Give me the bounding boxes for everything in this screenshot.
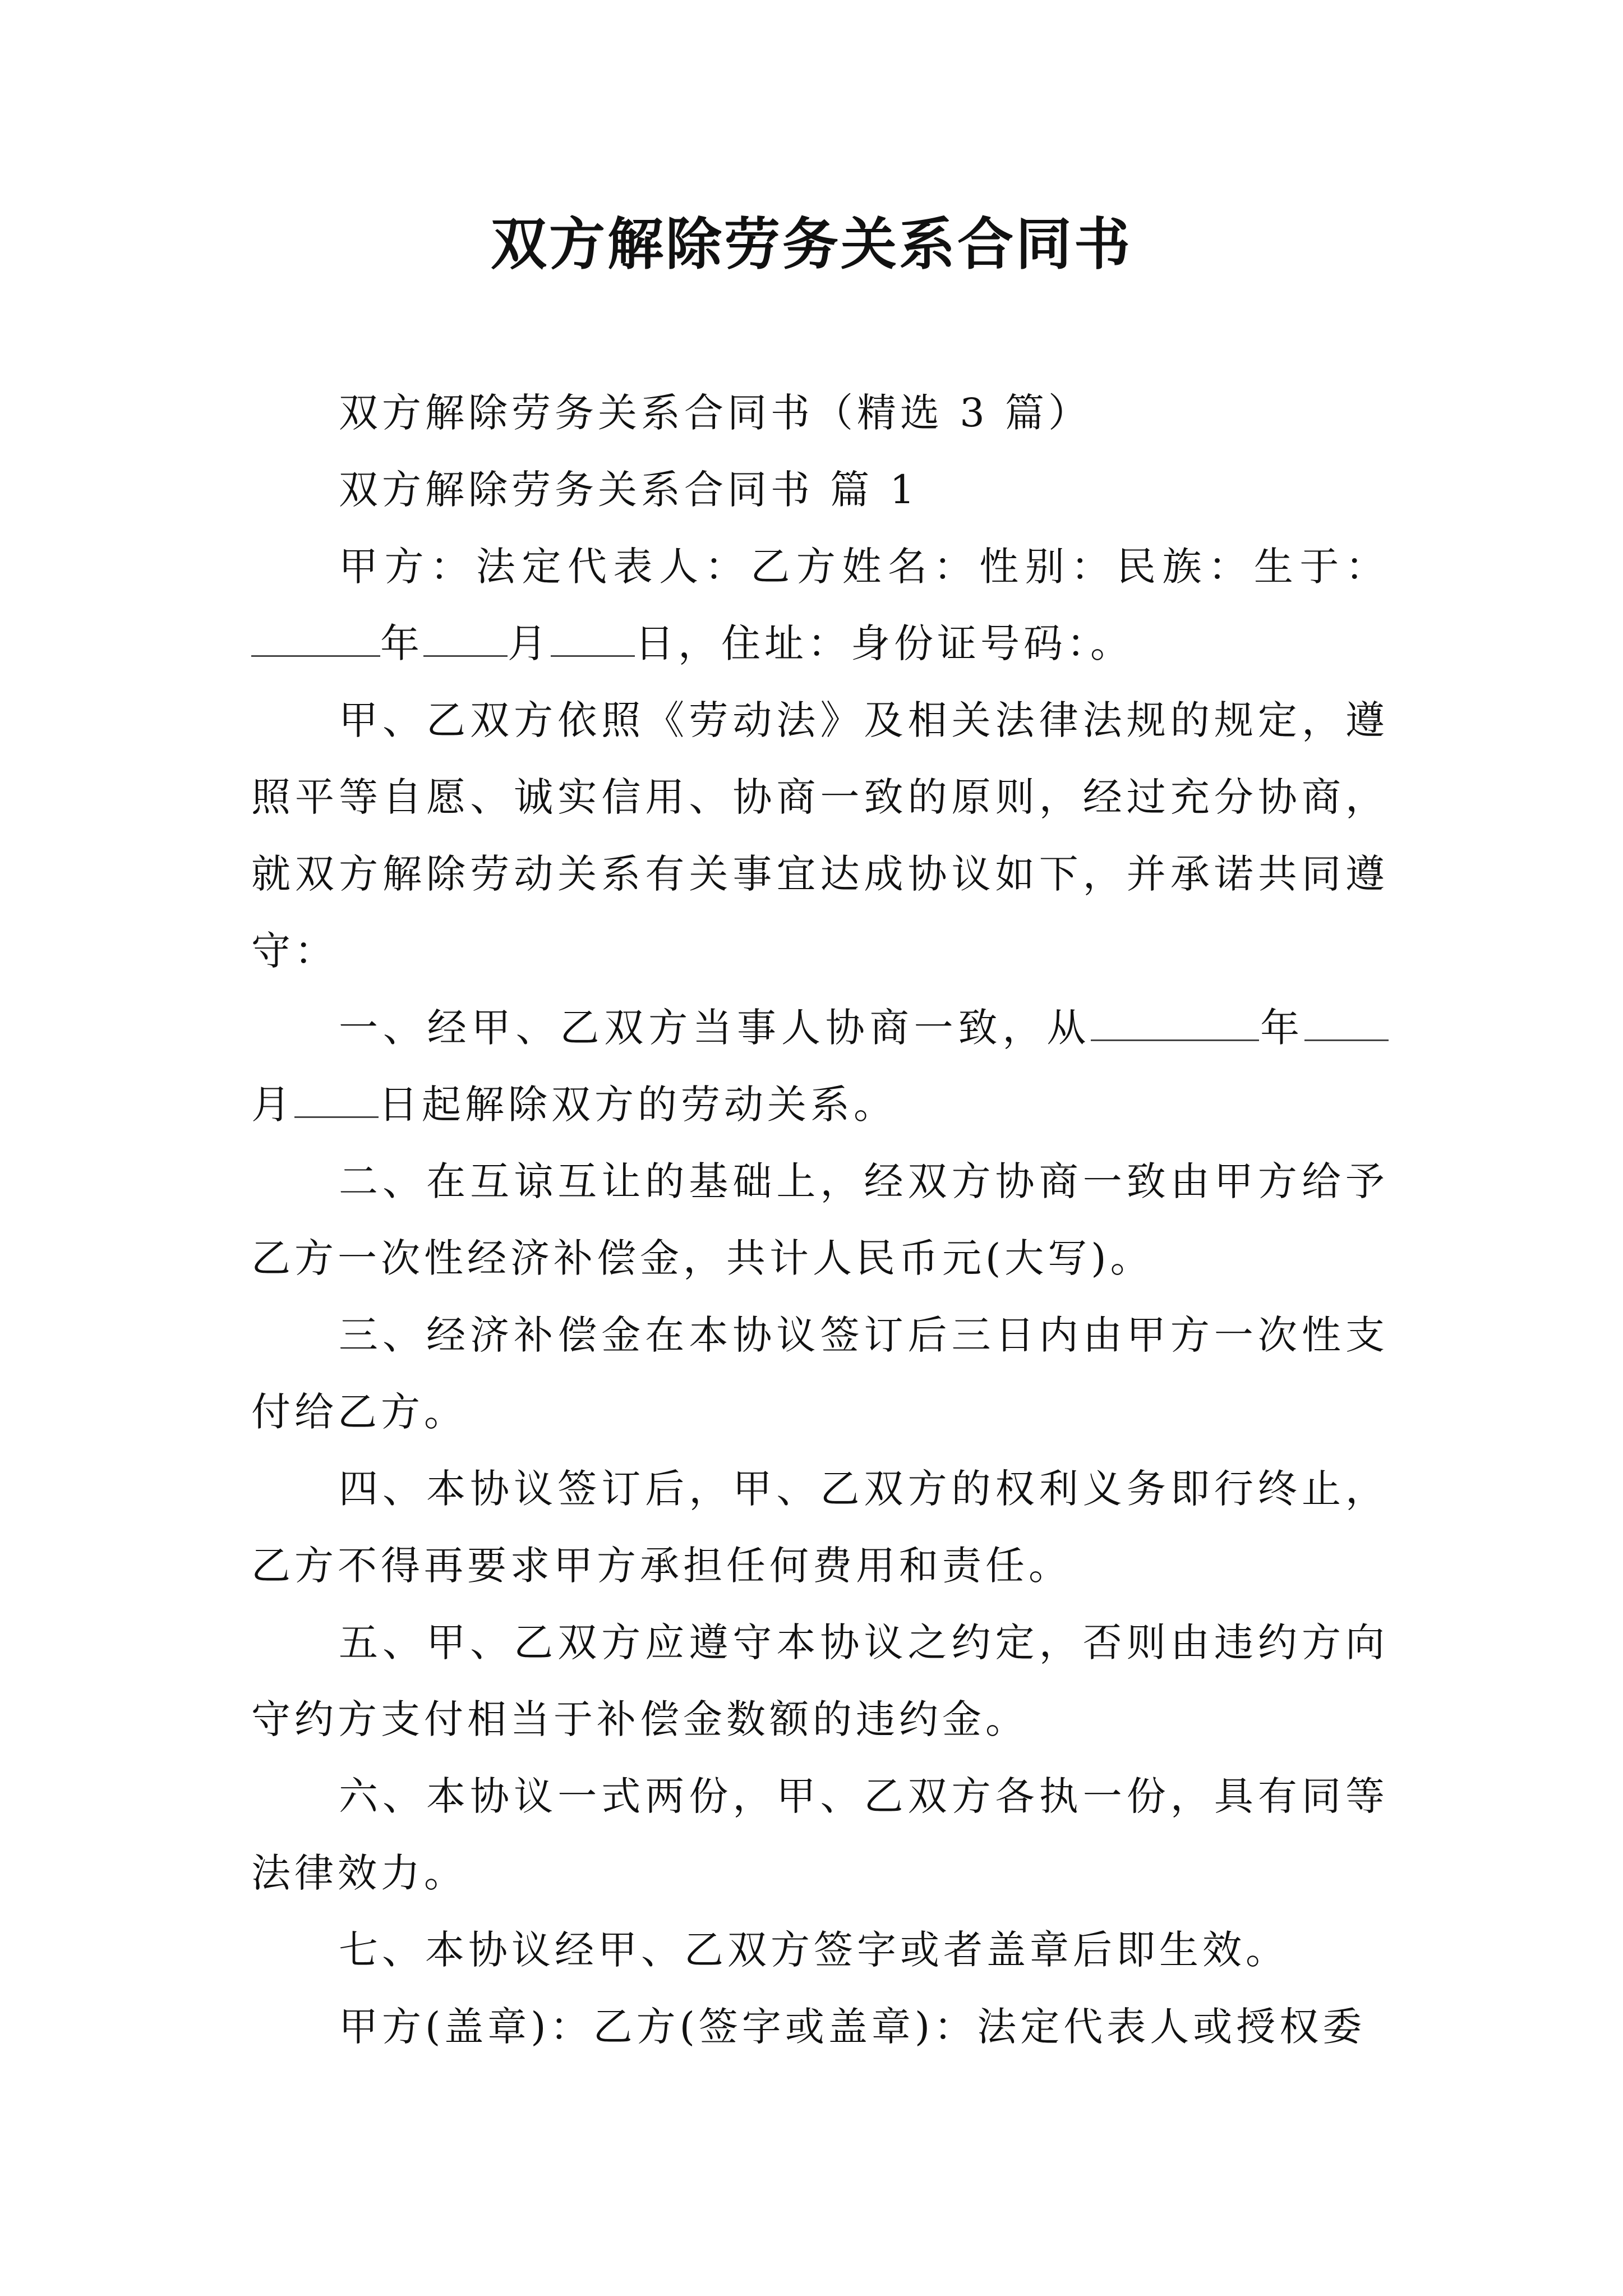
clause-1-year-label: 年 xyxy=(1259,1005,1305,1051)
clause-1-month-blank xyxy=(1304,1005,1389,1041)
clause-5: 五、甲、乙双方应遵守本协议之约定，否则由违约方向守约方支付相当于补偿金数额的违约金。 xyxy=(251,1619,1389,1742)
clause-1-day-blank xyxy=(294,1082,379,1118)
clause-1-suffix: 日起解除双方的劳动关系。 xyxy=(379,1082,897,1128)
parties-line: 甲方：法定代表人：乙方姓名：性别：民族：生于： xyxy=(339,544,1389,590)
document-body xyxy=(251,375,1389,2065)
parties-month-label: 月 xyxy=(508,620,551,666)
signature-line: 甲方(盖章)：乙方(签字或盖章)：法定代表人或授权委 xyxy=(339,2004,1366,2050)
parties-address-line: 日，住址：身份证号码：。 xyxy=(635,620,1133,666)
parties-paragraph xyxy=(251,528,1389,682)
clause-3: 三、经济补偿金在本协议签订后三日内由甲方一次性支付给乙方。 xyxy=(251,1312,1389,1435)
birth-month-blank xyxy=(423,620,508,657)
section-heading: 双方解除劳务关系合同书 篇 1 xyxy=(339,467,919,513)
clause-6: 六、本协议一式两份，甲、乙双方各执一份，具有同等法律效力。 xyxy=(251,1773,1389,1896)
birth-year-blank xyxy=(251,620,380,657)
subtitle-line: 双方解除劳务关系合同书（精选 3 篇） xyxy=(339,390,1092,436)
parties-year-label: 年 xyxy=(380,620,423,666)
clause-2: 二、在互谅互让的基础上，经双方协商一致由甲方给予乙方一次性经济补偿金，共计人民币元(大写)。 xyxy=(251,1158,1389,1281)
birth-day-blank xyxy=(551,620,635,657)
clause-1-month-label: 月 xyxy=(251,1082,294,1128)
clause-1 xyxy=(251,990,1389,1143)
clause-7: 七、本协议经甲、乙双方签字或者盖章后即生效。 xyxy=(339,1927,1289,1973)
clause-1-text: 一、经甲、乙双方当事人协商一致，从 xyxy=(339,1005,1091,1051)
document-title: 双方解除劳务关系合同书 xyxy=(491,211,1132,277)
clause-4: 四、本协议签订后，甲、乙双方的权利义务即行终止，乙方不得再要求甲方承担任何费用和责任。 xyxy=(251,1466,1389,1589)
clause-1-year-blank xyxy=(1091,1005,1259,1041)
preamble-paragraph: 甲、乙双方依照《劳动法》及相关法律法规的规定，遵照平等自愿、诚实信用、协商一致的原则，经过充分协商，就双方解除劳动关系有关事宜达成协议如下，并承诺共同遵守： xyxy=(251,697,1389,974)
